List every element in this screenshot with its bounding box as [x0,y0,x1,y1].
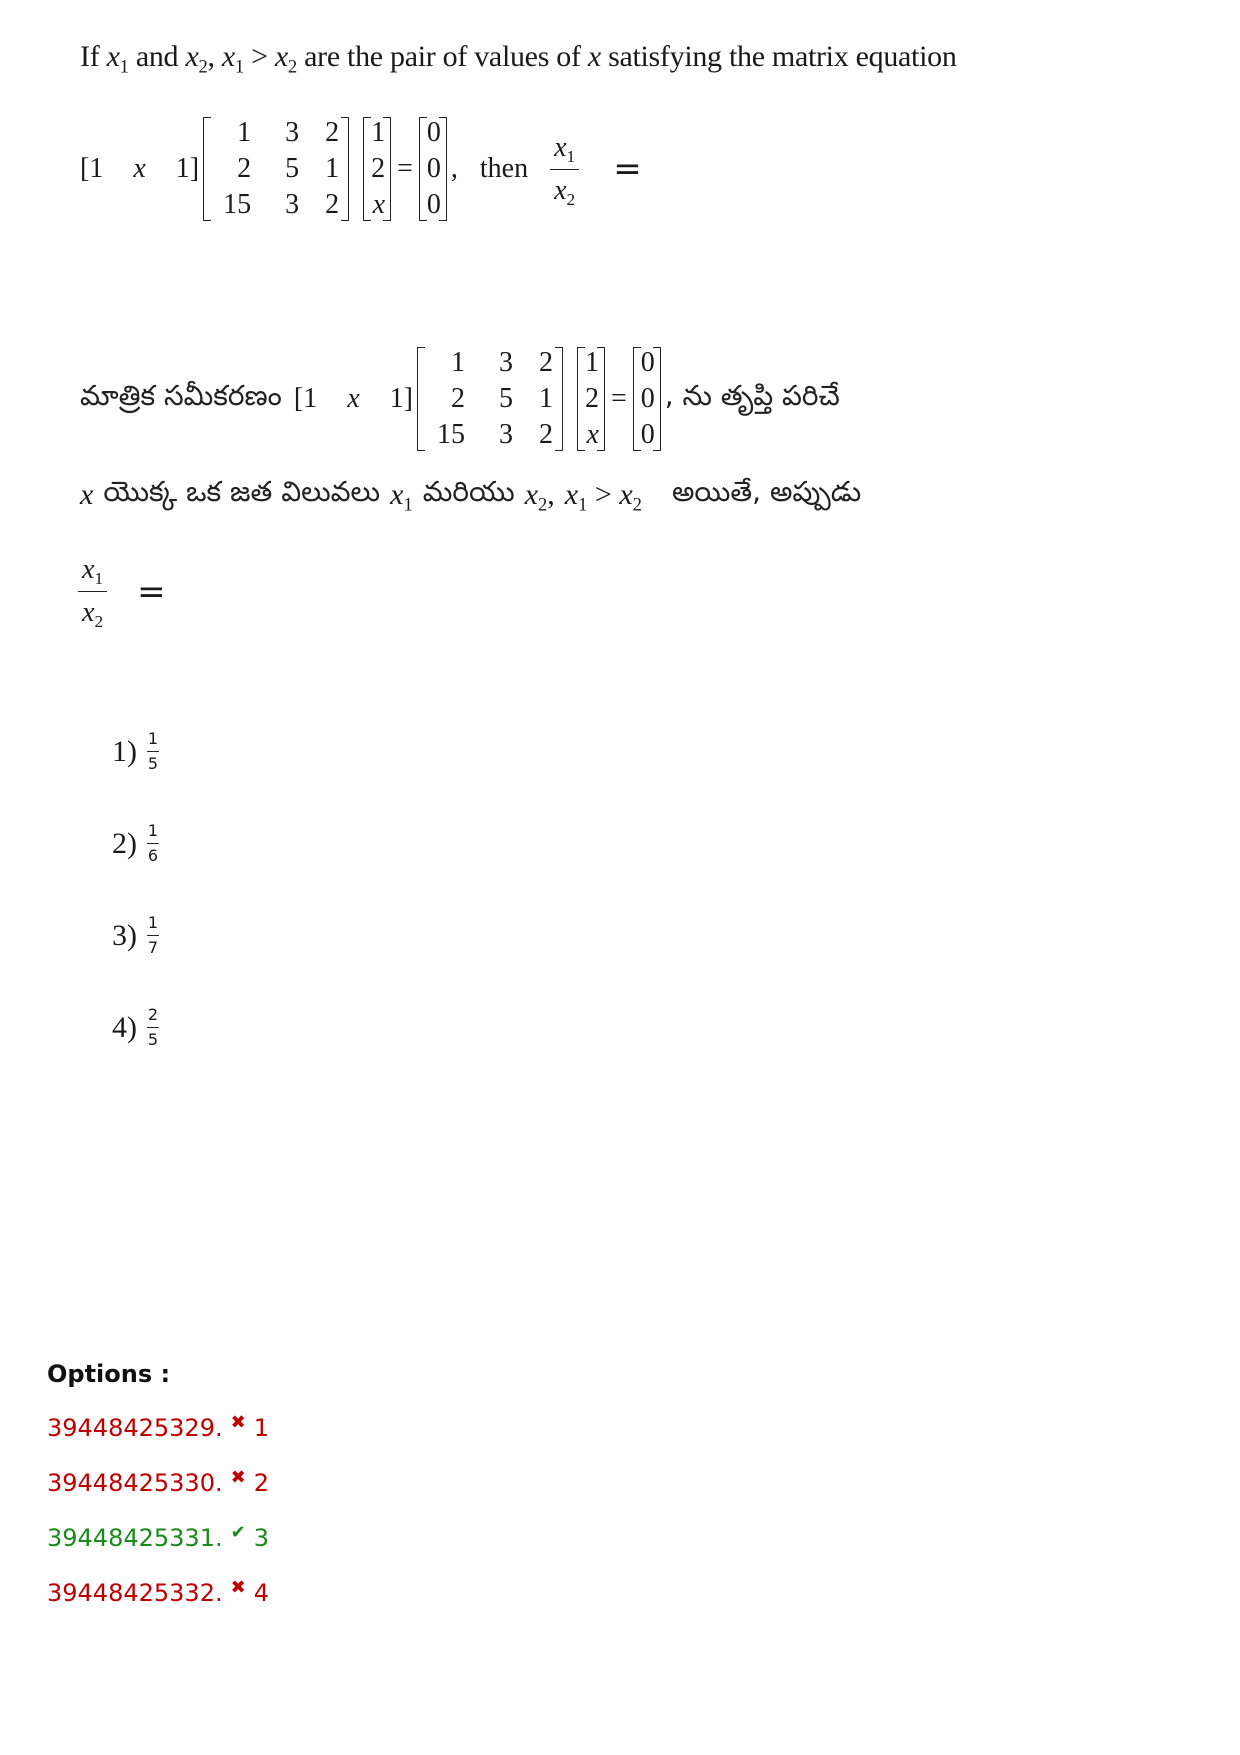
ratio-fraction: $\frac{x_1}{x_2}$ [78,555,107,628]
choice-1 [112,730,159,773]
zero-vector: 0 0 0 [419,115,447,223]
var-x: x [106,40,120,73]
option-value: 4 [253,1579,269,1607]
column-vector: 1 2 x [577,345,605,453]
ratio-line [78,554,166,632]
gt-sign: > [251,40,268,73]
option-id: 39448425330. [47,1469,223,1497]
row-vector: [1 x 1] [293,383,413,414]
choice-fraction: 1 6 [147,821,159,865]
check-icon: ✔ [230,1521,246,1543]
choice-3 [112,914,159,957]
text-and: and [135,40,179,73]
equals-sign: = [397,153,413,184]
option-row-4 [47,1576,269,1607]
text-rest2: satisfying the matrix equation [608,40,957,73]
equals-sign: = [613,149,642,189]
option-row-1 [47,1411,269,1442]
option-row-2 [47,1466,269,1497]
sub-1: 1 [234,56,244,78]
option-row-3 [47,1521,269,1552]
option-id: 39448425331. [47,1524,223,1552]
comma: , [207,40,215,73]
var-x: x [587,40,601,73]
choice-2 [112,822,159,865]
telugu-line-2 [80,475,861,515]
var-x: x [274,40,288,73]
choice-label: 2) [112,826,137,860]
equals-sign: = [610,383,627,414]
cross-icon: ✖ [230,1466,246,1488]
cross-icon: ✖ [230,1576,246,1598]
column-vector: 1 2 x [363,115,391,223]
coefficient-matrix: 1 3 2 2 5 1 15 3 2 [417,345,563,453]
choice-label: 4) [112,1010,137,1044]
option-value: 2 [253,1469,269,1497]
comma: , [450,153,458,184]
telugu-text-b: మరియు [422,475,515,508]
matrix-equation-telugu [80,345,840,453]
row-vector: [1 x 1] [80,153,200,184]
sub-2: 2 [198,56,208,78]
text-then: then [479,153,529,184]
option-id: 39448425332. [47,1579,223,1607]
choice-fraction: 2 5 [147,1005,159,1049]
equals-sign: = [137,571,166,612]
var-x2: $x_2$, [524,478,555,516]
matrix-equation-english [80,115,642,223]
cross-icon: ✖ [230,1411,246,1433]
choice-4 [112,1006,159,1049]
choice-fraction: 1 7 [147,913,159,957]
choice-label: 3) [112,918,137,952]
telugu-prefix: మాత్రిక సమీకరణం [80,379,282,412]
var-x: x [221,40,235,73]
zero-vector: 0 0 0 [633,345,661,453]
choice-fraction: 1 5 [147,729,159,773]
text-rest: are the pair of values of [304,40,581,73]
var-x1: $x_1$ [390,478,413,516]
sub-1: 1 [119,56,129,78]
text-if: If [80,40,100,73]
var-x: x [185,40,199,73]
telugu-suffix: , ను తృప్తి పరిచే [664,379,840,412]
telugu-text-c: అయితే, అప్పుడు [671,475,862,508]
option-value: 1 [253,1414,269,1442]
telugu-text-a: యొక్క ఒక జత విలువలు [103,475,381,508]
coefficient-matrix: 1 3 2 2 5 1 15 3 2 [203,115,349,223]
options-heading: Options : [47,1360,171,1388]
sub-2: 2 [287,56,297,78]
option-value: 3 [253,1524,269,1552]
var-x: x [80,478,94,511]
option-id: 39448425329. [47,1414,223,1442]
ratio-fraction: $\frac{x_1}{x_2}$ [550,133,579,206]
question-english-line [80,40,957,78]
choice-label: 1) [112,734,137,768]
inequality: $x_1 > x_2$ [564,478,642,516]
